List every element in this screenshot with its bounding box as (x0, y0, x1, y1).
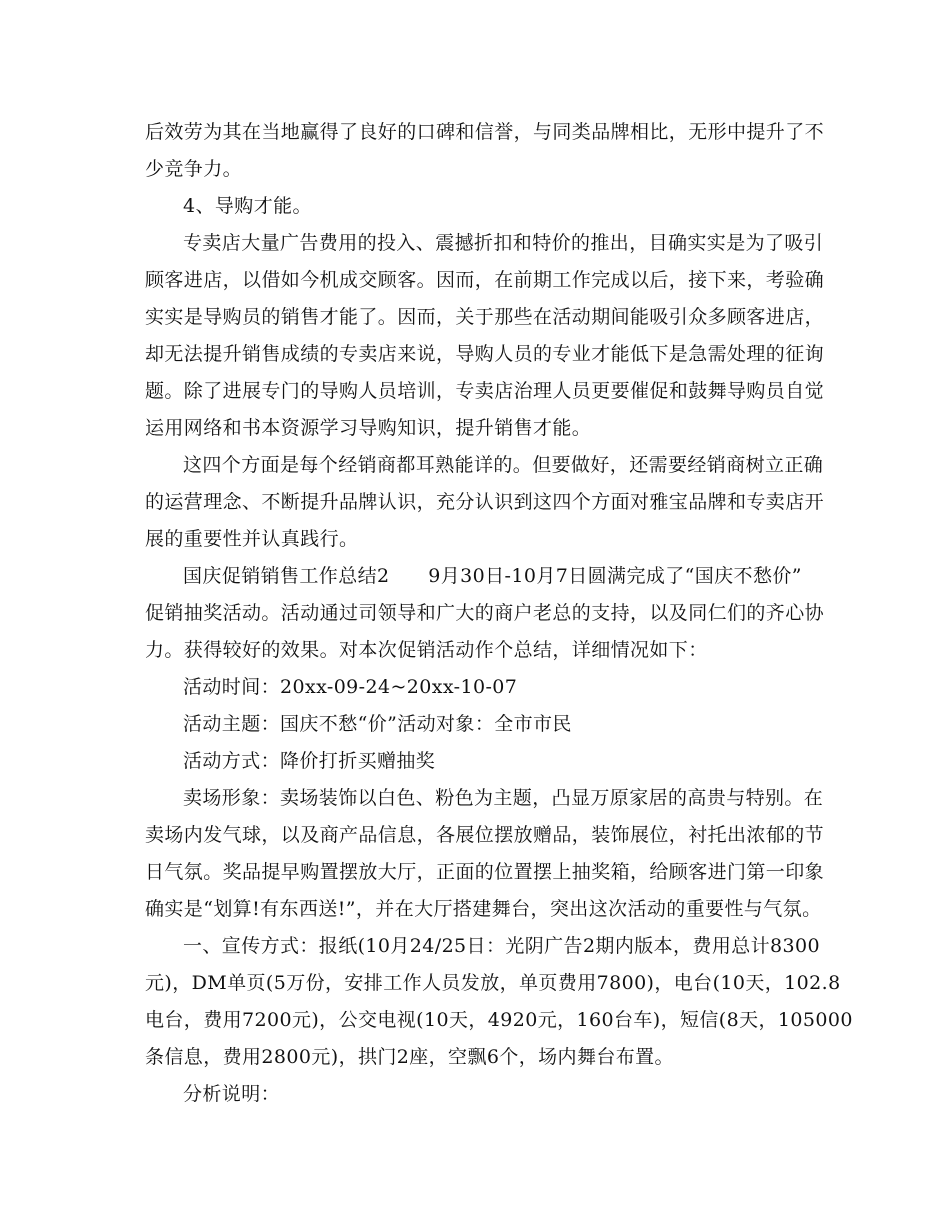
text-line: 实实是导购员的销售才能了。因而，关于那些在活动期间能吸引众多顾客进店， (145, 306, 825, 328)
text-line: 卖场内发气球，以及商产品信息，各展位摆放赠品，装饰展位，衬托出浓郁的节 (145, 824, 825, 846)
text-line: 促销抽奖活动。活动通过司领导和广大的商户老总的支持，以及同仁们的齐心协 (145, 602, 825, 624)
text-line: 确实是“划算!有东西送!”，并在大厅搭建舞台，突出这次活动的重要性与气氛。 (145, 898, 822, 920)
text-line: 顾客进店，以借如今机成交顾客。因而，在前期工作完成以后，接下来，考验确 (145, 269, 825, 291)
text-line: 运用网络和书本资源学习导购知识，提升销售才能。 (145, 417, 592, 439)
text-line: 的运营理念、不断提升品牌认识，充分认识到这四个方面对雅宝品牌和专卖店开 (145, 491, 825, 513)
text-line: 元)，DM单页(5万份，安排工作人员发放，单页费用7800)，电台(10天，102.8 (145, 972, 841, 994)
text-line: 题。除了进展专门的导购人员培训，专卖店治理人员更要催促和鼓舞导购员自觉 (145, 380, 825, 402)
section-heading: 分析说明： (183, 1083, 281, 1105)
text-line: 一、宣传方式：报纸(10月24/25日：光阴广告2期内版本，费用总计8300 (183, 935, 820, 957)
activity-theme: 活动主题：国庆不愁“价”活动对象：全市市民 (183, 713, 572, 735)
text-line: 后效劳为其在当地赢得了良好的口碑和信誉，与同类品牌相比，无形中提升了不 (145, 121, 825, 143)
text-line: 力。获得较好的效果。对本次促销活动作个总结，详细情况如下： (145, 639, 708, 661)
text-line: 展的重要性并认真践行。 (145, 528, 359, 550)
text-line: 卖场形象：卖场装饰以白色、粉色为主题，凸显万原家居的高贵与特别。在 (183, 787, 824, 809)
text-line: 电台，费用7200元)，公交电视(10天，4920元，160台车)，短信(8天，105000 (145, 1009, 853, 1031)
activity-time: 活动时间：20xx-09-24~20xx-10-07 (183, 676, 518, 698)
text-line: 国庆促销销售工作总结2 9月30日-10月7日圆满完成了“国庆不愁价” (183, 565, 802, 587)
text-line: 日气氛。奖品提早购置摆放大厅，正面的位置摆上抽奖箱，给顾客进门第一印象 (145, 861, 825, 883)
section-heading: 4、导购才能。 (183, 195, 312, 217)
text-line: 专卖店大量广告费用的投入、震撼折扣和特价的推出，目确实实是为了吸引 (183, 232, 824, 254)
activity-method: 活动方式：降价打折买赠抽奖 (183, 750, 436, 772)
text-line: 却无法提升销售成绩的专卖店来说，导购人员的专业才能低下是急需处理的征询 (145, 343, 825, 365)
text-line: 这四个方面是每个经销商都耳熟能详的。但要做好，还需要经销商树立正确 (183, 454, 824, 476)
text-line: 条信息，费用2800元)，拱门2座，空飘6个，场内舞台布置。 (145, 1046, 674, 1068)
text-line: 少竞争力。 (145, 158, 243, 180)
